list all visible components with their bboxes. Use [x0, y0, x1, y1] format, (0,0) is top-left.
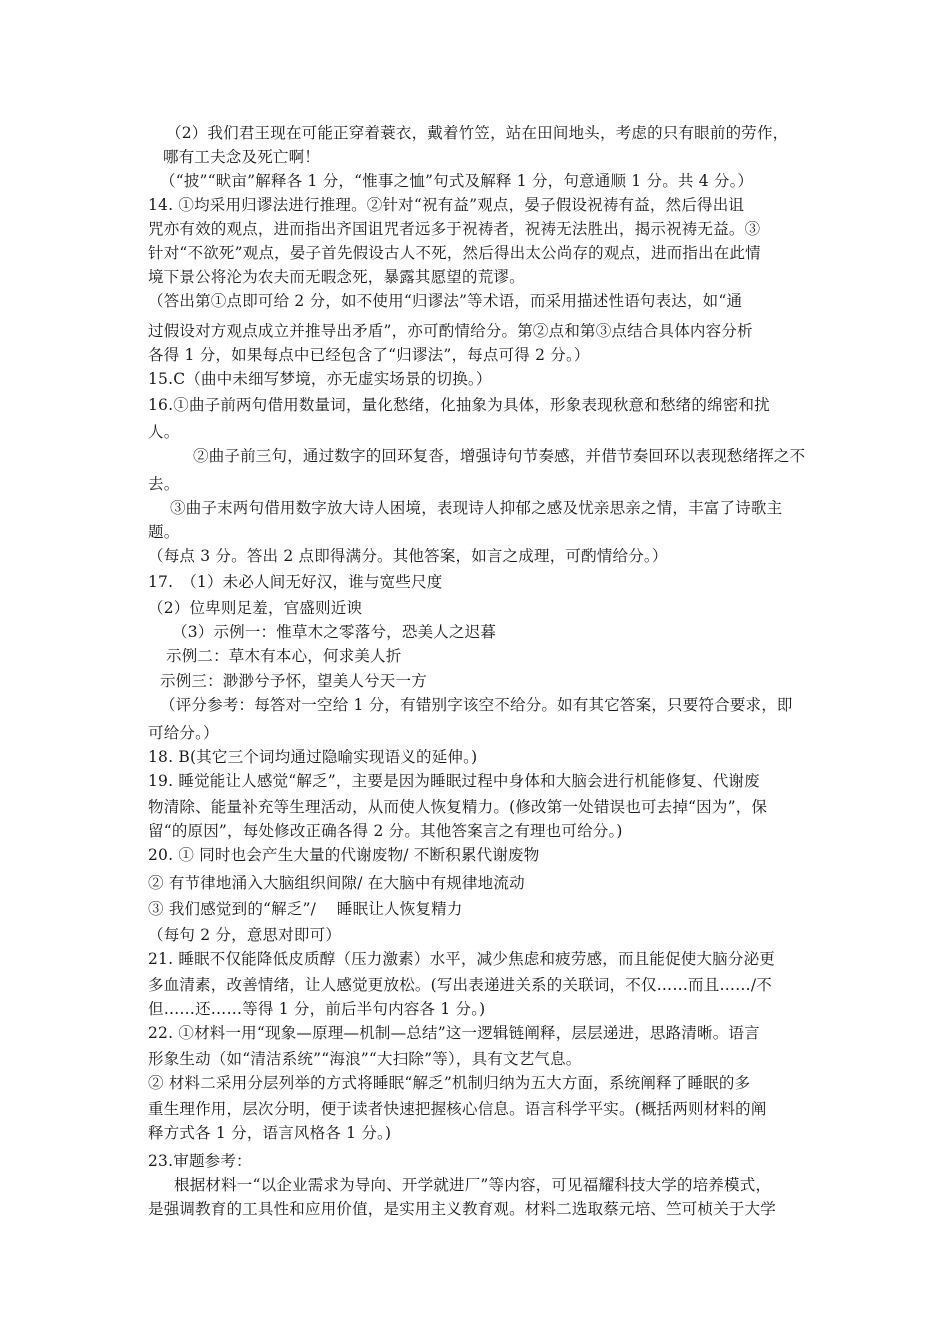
text-line: 20. ① 同时也会产生大量的代谢废物/ 不断积累代谢废物: [148, 846, 540, 864]
text-line: （答出第①点即可给 2 分，如不使用“归谬法”等术语，而采用描述性语句表达，如“通: [148, 292, 743, 310]
text-line: 释方式各 1 分，语言风格各 1 分。): [148, 1124, 392, 1142]
text-line: 人。: [148, 423, 180, 441]
text-line: 但……还……等得 1 分，前后半句内容各 1 分。): [148, 1000, 486, 1018]
text-line: （2）位卑则足羞，官盛则近谀: [148, 599, 363, 617]
text-line: 物清除、能量补充等生理活动，从而使人恢复精力。(修改第一处错误也可去掉“因为”，保: [148, 798, 768, 816]
text-line: （每点 3 分。答出 2 点即得满分。其他答案，如言之成理，可酌情给分。）: [148, 547, 668, 565]
text-line: 哪有工夫念及死亡啊！: [163, 148, 321, 166]
text-line: 21. 睡眠不仅能降低皮质醇（压力激素）水平，减少焦虑和疲劳感，而且能促使大脑分泌更: [148, 950, 775, 968]
text-line: 形象生动（如“清洁系统”“海浪”“大扫除”等），具有文艺气息。: [148, 1050, 582, 1068]
text-line: 题。: [148, 523, 180, 541]
text-line: 针对“不欲死”观点，晏子首先假设古人不死，然后得出太公尚存的观点，进而指出在此情: [148, 244, 761, 262]
text-line: 境下景公将沦为农夫而无暇念死，暴露其愿望的荒谬。: [148, 268, 525, 286]
text-line: 咒亦有效的观点，进而指出齐国诅咒者远多于祝祷者，祝祷无法胜出，揭示祝祷无益。③: [148, 220, 761, 238]
text-line: 示例二：草木有本心，何求美人折: [166, 647, 402, 665]
text-line: 15.C（曲中未细写梦境，亦无虚实场景的切换。）: [148, 370, 492, 388]
text-line: 重生理作用，层次分明，便于读者快速把握核心信息。语言科学平实。(概括两则材料的阐: [148, 1100, 767, 1118]
text-line: ③曲子末两句借用数字放大诗人困境，表现诗人抑郁之感及忧亲思亲之情，丰富了诗歌主: [170, 499, 783, 517]
text-line: 14. ①均采用归谬法进行推理。②针对“祝有益”观点，晏子假设祝祷有益，然后得出诅: [148, 196, 745, 214]
text-line: ② 有节律地涌入大脑组织间隙/ 在大脑中有规律地流动: [148, 874, 525, 892]
text-line: （3）示例一：惟草木之零落兮，恐美人之迟暮: [172, 623, 497, 641]
text-line: 留“的原因”，每处修改正确各得 2 分。其他答案言之有理也可给分。): [148, 822, 623, 840]
text-line: 23.审题参考：: [148, 1152, 252, 1170]
text-line: 示例三：渺渺兮予怀，望美人兮天一方: [160, 672, 427, 690]
text-line: 去。: [148, 475, 180, 493]
text-line: 可给分。）: [148, 724, 219, 742]
text-line: （2）我们君王现在可能正穿着蓑衣，戴着竹笠，站在田间地头，考虑的只有眼前的劳作，: [166, 124, 789, 142]
text-line: 根据材料一“以企业需求为导向、开学就进厂”等内容，可见福耀科技大学的培养模式，: [174, 1176, 772, 1194]
text-line: （“披”“畎亩”解释各 1 分，“惟事之恤”句式及解释 1 分，句意通顺 1 分。共 4 分。）: [160, 172, 754, 190]
text-line: 16.①曲子前两句借用数量词，量化愁绪，化抽象为具体，形象表现秋意和愁绪的绵密和扰: [148, 396, 770, 414]
text-line: 18. B(其它三个词均通过隐喻实现语义的延伸。): [148, 748, 478, 766]
text-line: 17. （1）未必人间无好汉，谁与宽些尺度: [148, 573, 443, 591]
text-line: ②曲子前三句，通过数字的回环复沓，增强诗句节奏感，并借节奏回环以表现愁绪挥之不: [193, 447, 806, 465]
text-line: 多血清素，改善情绪，让人感觉更放松。(写出表递进关系的关联词，不仅……而且……/不: [148, 976, 772, 994]
text-line: 各得 1 分，如果每点中已经包含了“归谬法”，每点可得 2 分。）: [148, 346, 590, 364]
text-line: ③ 我们感觉到的“解乏”/ 睡眠让人恢复精力: [148, 900, 463, 918]
text-line: 过假设对方观点成立并推导出矛盾”，亦可酌情给分。第②点和第③点结合具体内容分析: [148, 322, 753, 340]
text-line: ② 材料二采用分层列举的方式将睡眠“解乏”机制归纳为五大方面，系统阐释了睡眠的多: [148, 1074, 751, 1092]
text-line: （评分参考：每答对一空给 1 分，有错别字该空不给分。如有其它答案，只要符合要求，即: [160, 696, 793, 714]
text-line: 19. 睡觉能让人感觉“解乏”，主要是因为睡眠过程中身体和大脑会进行机能修复、代谢废: [148, 772, 760, 790]
text-line: 是强调教育的工具性和应用价值，是实用主义教育观。材料二选取蔡元培、竺可桢关于大学: [148, 1200, 777, 1218]
text-line: （每句 2 分，意思对即可）: [148, 926, 342, 944]
text-line: 22. ①材料一用“现象—原理—机制—总结”这一逻辑链阐释，层层递进，思路清晰。语言: [148, 1024, 760, 1042]
